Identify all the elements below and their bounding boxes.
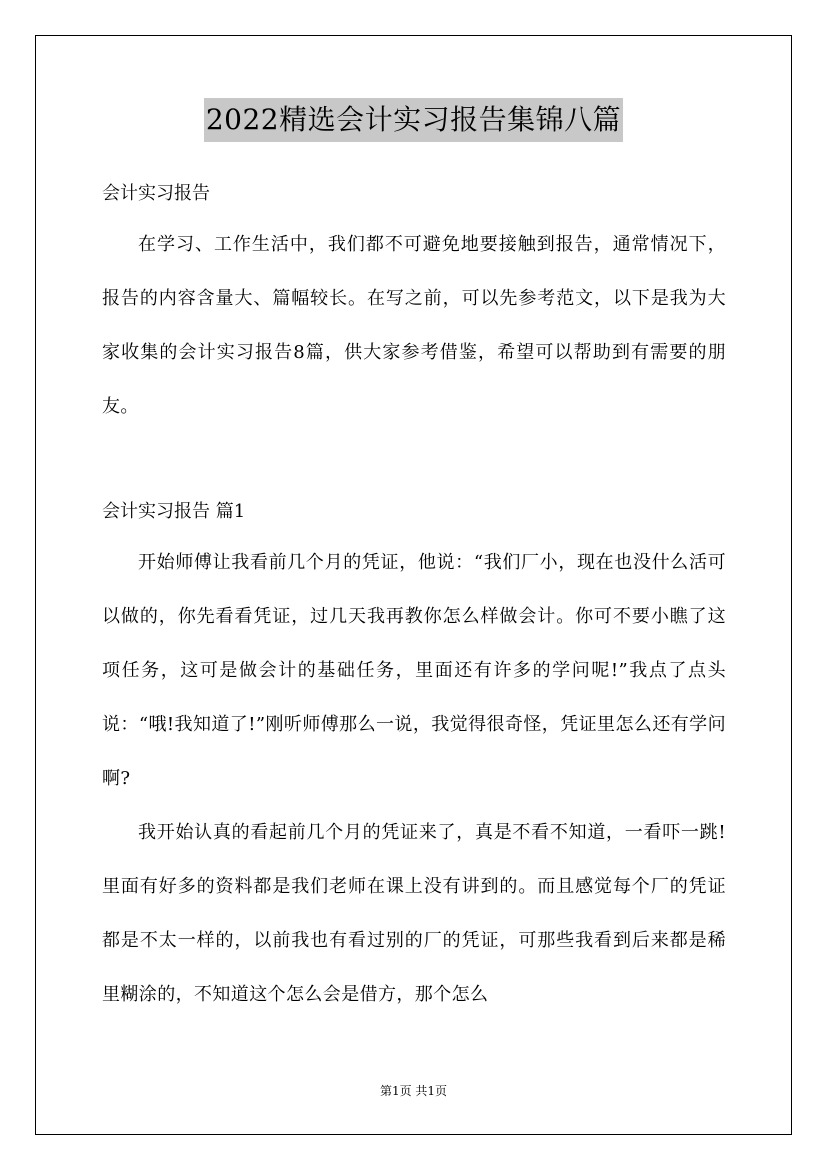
document-body xyxy=(102,170,726,1022)
section1-heading: 会计实习报告 篇1 xyxy=(102,501,246,522)
title-container xyxy=(0,98,827,142)
section1-paragraph-2: 我开始认真的看起前几个月的凭证来了，真是不看不知道，一看吓一跳!里面有好多的资料都是我们老师在课上没有讲到的。而且感觉每个厂的凭证都是不太一样的，以前我也有看过别的厂的凭证，可那些我看到后来都是稀里糊涂的，不知道这个怎么会是借方，那个怎么 xyxy=(102,822,726,1005)
intro-paragraph: 在学习、工作生活中，我们都不可避免地要接触到报告，通常情况下，报告的内容含量大、篇幅较长。在写之前，可以先参考范文，以下是我为大家收集的会计实习报告8篇，供大家参考借鉴，希望可以帮助到有需要的朋友。 xyxy=(102,234,726,417)
intro-heading: 会计实习报告 xyxy=(102,183,210,204)
document-title: 2022精选会计实习报告集锦八篇 xyxy=(204,98,623,142)
page-footer: 第1页 共1页 xyxy=(379,1084,448,1098)
section-spacer xyxy=(102,434,726,488)
section1-paragraph-1: 开始师傅让我看前几个月的凭证，他说：“我们厂小，现在也没什么活可以做的，你先看看凭证，过几天我再教你怎么样做会计。你可不要小瞧了这项任务，这可是做会计的基础任务，里面还有许多的学问呢!”我点了点头说：“哦!我知道了!”刚听师傅那么一说，我觉得很奇怪，凭证里怎么还有学问啊? xyxy=(102,552,726,789)
